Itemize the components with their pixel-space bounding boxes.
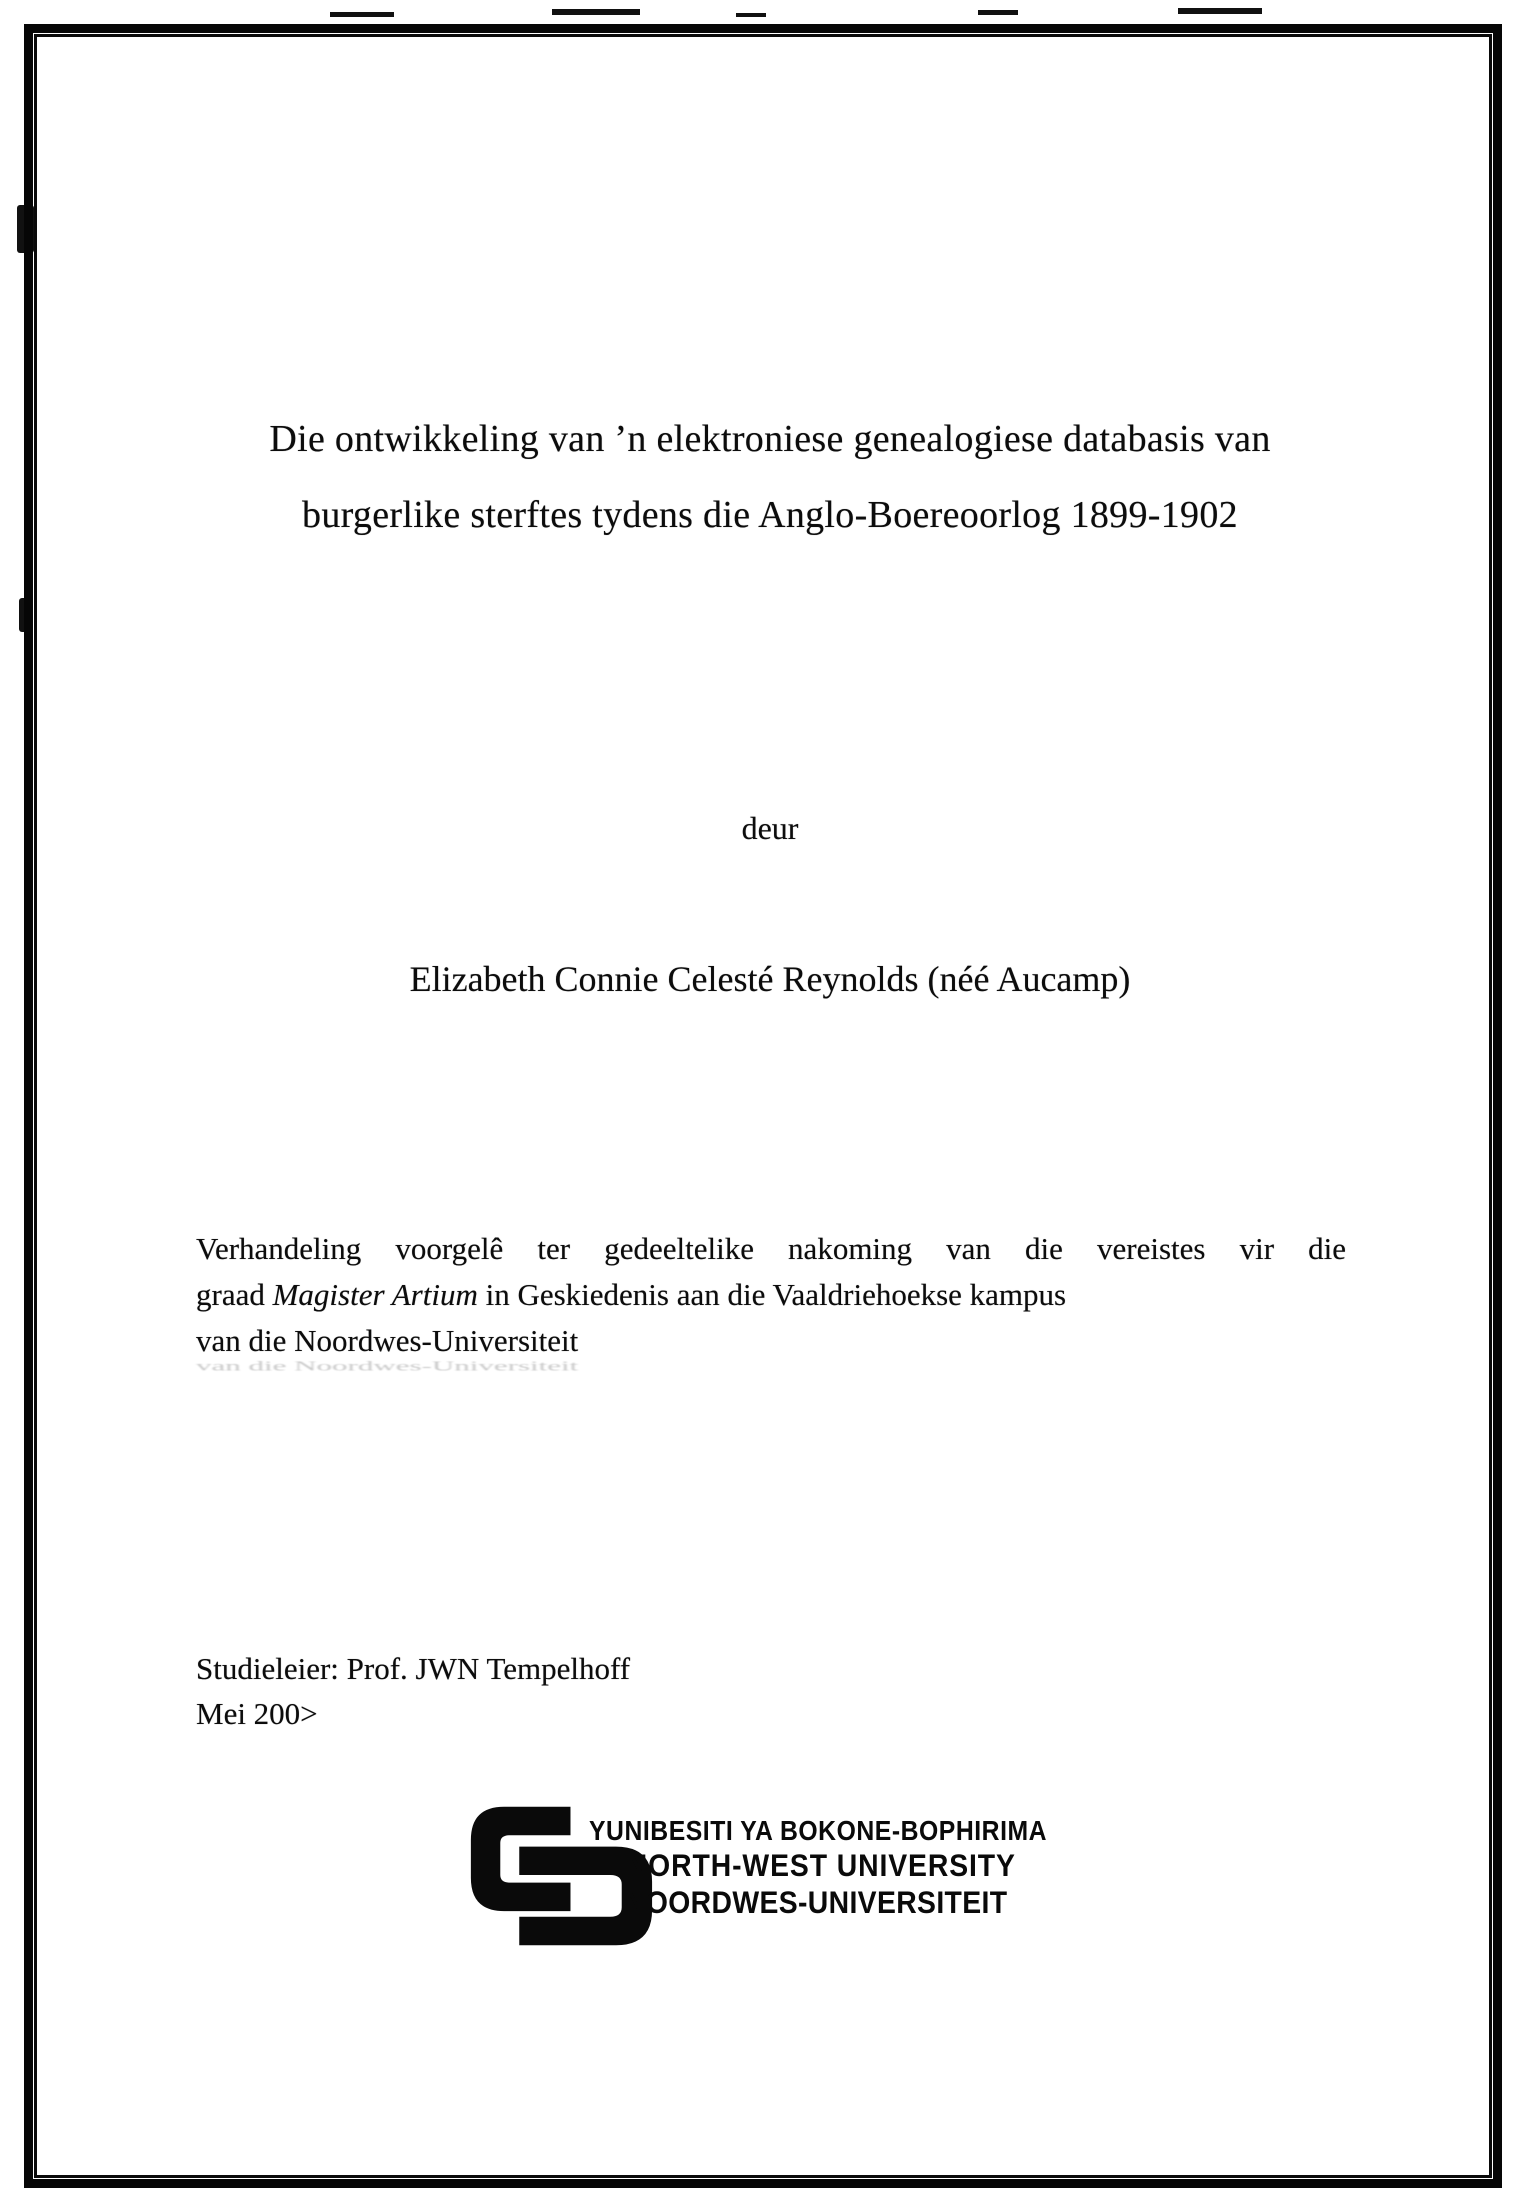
title-line-1: Die ontwikkeling van ’n elektroniese genealogiese databasis van [269,418,1271,460]
submission-line-2 [196,1272,1346,1318]
scan-ghost-text: van die Noordwes-Universiteit [196,1358,579,1374]
title-line-2: burgerlike sterftes tydens die Anglo-Boereoorlog 1899-1902 [302,494,1238,536]
page-title [185,401,1355,553]
degree-prefix: graad [196,1277,273,1312]
nwu-logo [465,1800,1105,1960]
logo-line-afrikaans: NOORDWES-UNIVERSITEIT [625,1884,1008,1920]
degree-suffix: in Geskiedenis aan die Vaaldriehoekse kampus [477,1277,1067,1312]
scan-noise-speck [330,12,394,17]
logo-line-setswana: YUNIBESITI YA BOKONE-BOPHIRIMA [589,1815,1048,1846]
scan-noise-speck [552,9,640,15]
scan-noise-speck [736,13,766,17]
nwu-logo-text [589,1814,1098,1921]
scan-noise-speck [978,10,1018,15]
submission-line-3: van die Noordwes-Universiteit [196,1323,579,1358]
supervisor-line: Studieleier: Prof. JWN Tempelhoff [196,1651,631,1686]
submission-line-1: Verhandeling voorgelê ter gedeeltelike nakoming van die vereistes vir die [196,1231,1346,1266]
author-name: Elizabeth Connie Celesté Reynolds (néé Aucamp) [409,959,1131,999]
logo-line-english: NORTH-WEST UNIVERSITY [626,1847,1016,1883]
date-line: Mei 200> [196,1696,318,1731]
scan-noise-speck [1178,8,1262,14]
byline-deur: deur [741,810,799,846]
supervisor-block [196,1646,630,1736]
degree-name-italic: Magister Artium [272,1277,478,1312]
submission-statement [196,1226,1346,1364]
